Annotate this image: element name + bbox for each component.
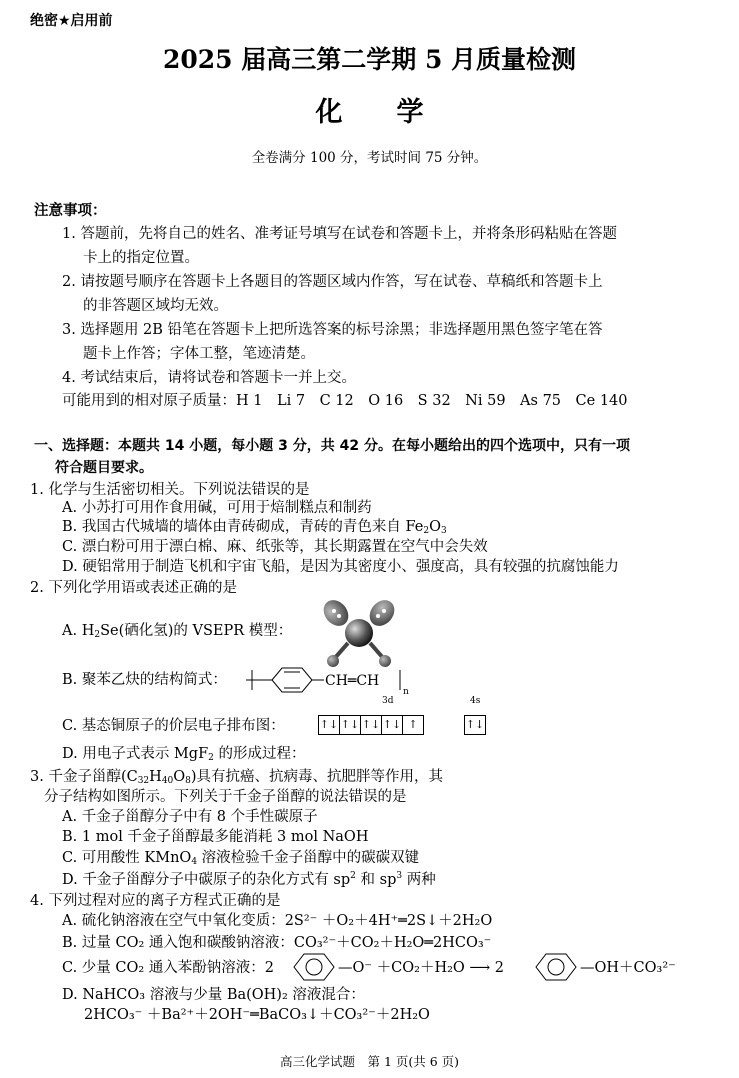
vsepr-model-image [320,597,398,669]
orbital-box: ↑↓ [381,715,403,735]
orbital-4s-box [464,714,485,735]
section-1-heading: 一、选择题：本题共 14 小题，每小题 3 分，共 42 分。在每小题给出的四个选项中，只有一项 [34,438,630,454]
page-footer: 高三化学试题 第 1 页(共 6 页) [279,1054,460,1069]
q3-option-d: D. 千金子甾醇分子中碳原子的杂化方式有 $sp^2$ 和 $sp^3$ 两种 [62,871,436,888]
q1-option-a: A. 小苏打可用作食用碱，可用于焙制糕点和制药 [62,500,372,516]
q1-option-b: B. 我国古代城墙的墙体由青砖砌成，青砖的青色来自 $Fe_2O_3$ [62,519,447,536]
q2-option-c: C. 基态铜原子的价层电子排布图： [62,718,285,734]
q4-option-c-middle: —O⁻ ＋CO₂＋H₂O ⟶ 2 [338,960,505,976]
note-3-line-1: 3. 选择题用 2B 铅笔在答题卡上把所选答案的标号涂黑；非选择题用黑色签字笔在答 [62,322,603,338]
orbital-label-3d: 3d [382,696,394,706]
orbital-box: ↑ [402,715,424,735]
q4-option-b: B. 过量 CO₂ 通入饱和碳酸钠溶液：CO₃²⁻＋CO₂＋H₂O═2HCO₃⁻ [62,935,492,951]
note-4: 4. 考试结束后，请将试卷和答题卡一并上交。 [62,370,356,386]
polyphenylacetylene-structure [246,664,416,698]
orbital-box: ↑↓ [360,715,382,735]
q3-option-c: C. 可用酸性 KMnO$_4$ 溶液检验千金子甾醇中的碳碳双键 [62,850,420,867]
q4-option-d-line-1: D. NaHCO₃ 溶液与少量 Ba(OH)₂ 溶液混合： [62,987,365,1003]
orbital-box: ↑↓ [339,715,361,735]
q2-stem: 2. 下列化学用语或表述正确的是 [30,580,237,596]
q4-stem: 4. 下列过程对应的离子方程式正确的是 [30,893,281,909]
degree-n: n [403,687,409,697]
q2-option-d: D. 用电子式表示 MgF$_2$ 的形成过程： [62,746,306,763]
orbital-box: ↑↓ [318,715,340,735]
atomic-masses: 可能用到的相对原子质量：H 1 Li 7 C 12 O 16 S 32 Ni 59 As 75 Ce 140 [62,393,628,409]
note-1-line-2: 卡上的指定位置。 [83,250,199,266]
secrecy-label: 绝密★启用前 [30,13,113,29]
notes-heading: 注意事项： [34,203,107,219]
note-3-line-2: 题卡上作答；字体工整，笔迹清楚。 [83,346,315,362]
q4-option-c-suffix: —OH＋CO₃²⁻ [580,960,676,976]
exam-info: 全卷满分 100 分，考试时间 75 分钟。 [251,150,488,166]
q3-stem-line-1: 3. 千金子甾醇$(C_{32}H_{40}O_8)$具有抗癌、抗病毒、抗肥胖等作用，其 [30,769,444,786]
exam-title: 2025 届高三第二学期 5 月质量检测 [162,45,577,74]
q4-option-c-prefix: C. 少量 CO₂ 通入苯酚钠溶液：2 [62,960,275,976]
q4-option-d-line-2: 2HCO₃⁻ ＋Ba²⁺＋2OH⁻═BaCO₃↓＋CO₃²⁻＋2H₂O [84,1007,430,1023]
phenol-ring [532,950,580,984]
q1-stem: 1. 化学与生活密切相关。下列说法错误的是 [30,482,310,498]
note-2-line-2: 的非答题区域均无效。 [83,298,228,314]
orbital-3d-boxes [318,714,423,735]
q1-option-c: C. 漂白粉可用于漂白棉、麻、纸张等，其长期露置在空气中会失效 [62,539,488,555]
orbital-label-4s: 4s [470,696,481,706]
phenoxide-ring [290,950,338,984]
q1-option-d: D. 硬铝常用于制造飞机和宇宙飞船，是因为其密度小、强度高，具有较强的抗腐蚀能力 [62,559,619,575]
q3-stem-line-2: 分子结构如图所示。下列关于千金子甾醇的说法错误的是 [44,789,407,805]
orbital-box: ↑↓ [464,715,486,735]
section-1-heading-2: 符合题目要求。 [55,460,153,476]
q4-option-a: A. 硫化钠溶液在空气中氧化变质：2S²⁻ ＋O₂＋4H⁺═2S↓＋2H₂O [62,913,493,929]
q3-option-a: A. 千金子甾醇分子中有 8 个手性碳原子 [62,809,318,825]
chain-label: CH═CH [325,673,380,689]
subject-title: 化 学 [315,97,424,128]
note-2-line-1: 2. 请按题号顺序在答题卡上各题目的答题区域内作答，写在试卷、草稿纸和答题卡上 [62,274,603,290]
q2-option-b: B. 聚苯乙炔的结构简式： [62,672,227,688]
q3-option-b: B. 1 mol 千金子甾醇最多能消耗 3 mol NaOH [62,829,369,845]
q2-option-a: A. $H_2Se$(硒化氢)的 VSEPR 模型： [62,623,293,640]
note-1-line-1: 1. 答题前，先将自己的姓名、准考证号填写在试卷和答题卡上，并将条形码粘贴在答题 [62,226,617,242]
